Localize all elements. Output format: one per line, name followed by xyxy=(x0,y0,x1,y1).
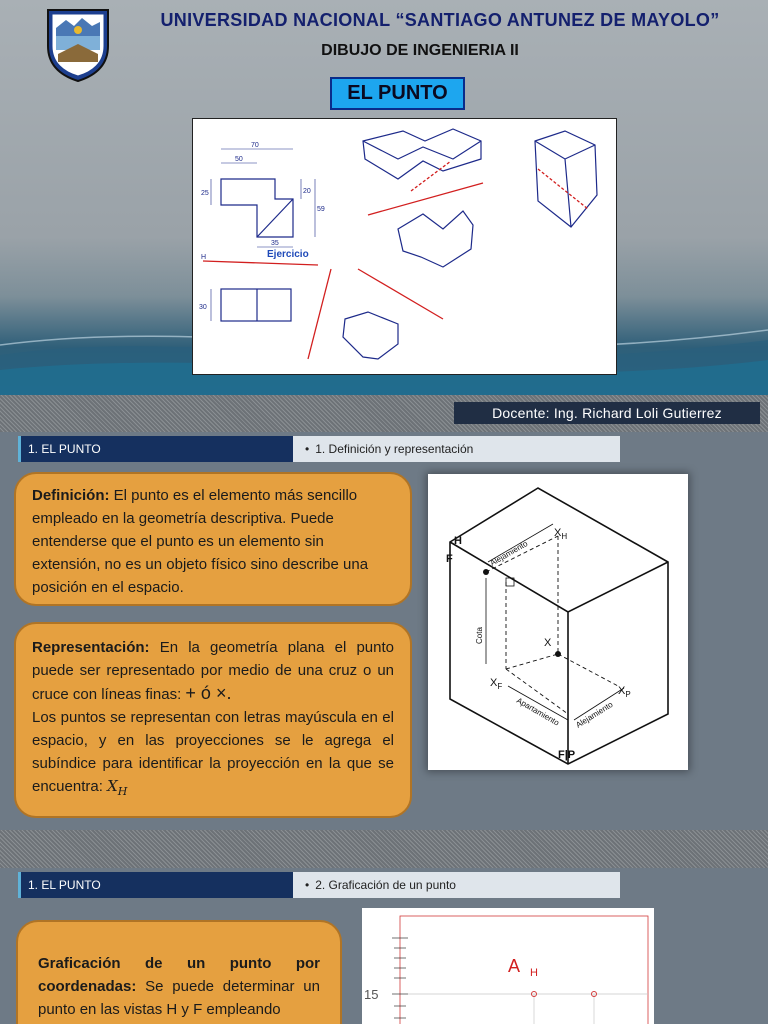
section-header xyxy=(18,436,620,462)
representation-math-sub: H xyxy=(117,785,128,798)
slide-title: EL PUNTO xyxy=(347,82,448,104)
section-subtitle: • 1. Definición y representación xyxy=(293,436,620,462)
definition-slide xyxy=(0,432,768,830)
dim-30: 30 xyxy=(199,304,207,311)
slide-title-box xyxy=(330,77,465,110)
exercise-diagram xyxy=(193,119,618,376)
graficacion-box xyxy=(16,920,342,1024)
dim-20: 20 xyxy=(303,188,311,195)
label-cota: Cota xyxy=(475,627,484,644)
label-x: X xyxy=(544,637,552,649)
section-header-2 xyxy=(18,872,620,898)
definition-box xyxy=(14,472,412,606)
point-label-a-sub: H xyxy=(530,967,538,979)
dim-59: 59 xyxy=(317,206,325,213)
representation-text-2: Los puntos se representan con letras mayúscula en el espacio, y en las proyecciones se le agrega el subíndice para identificar la proyección en la que se encuentra: xyxy=(32,709,394,795)
section-subtitle-text-2: 2. Graficación de un punto xyxy=(315,878,456,892)
section-subtitle-text: 1. Definición y representación xyxy=(315,442,474,456)
teacher-name: Docente: Ing. Richard Loli Gutierrez xyxy=(454,402,760,424)
definition-text: El punto es el elemento más sencillo empleado en la geometría descriptiva. Puede entenderse que el punto es un elemento sin extensión, no es un objeto físico sino describe una posición en el espacio. xyxy=(32,487,369,596)
graficacion-slide xyxy=(0,868,768,1024)
exercise-label: Ejercicio xyxy=(267,249,309,260)
slide-divider-2 xyxy=(0,830,768,868)
coordinate-diagram xyxy=(362,908,654,1024)
dim-50: 50 xyxy=(235,156,243,163)
label-alejamiento-top: Alejamiento xyxy=(488,539,530,568)
representation-math: X xyxy=(107,777,118,795)
point-x xyxy=(555,651,561,657)
point-corner xyxy=(483,569,489,575)
drawing-label-h: H xyxy=(201,254,207,261)
representation-text: En la geometría plana el punto puede ser representado por medio de una cruz o un cruce con líneas finas: xyxy=(32,639,394,703)
cube-diagram xyxy=(428,474,688,770)
dim-35: 35 xyxy=(271,240,279,247)
label-fp: F|P xyxy=(558,749,576,761)
section-title-2: 1. EL PUNTO xyxy=(18,872,293,898)
dim-25: 25 xyxy=(201,190,209,197)
representation-symbols: + ó ×. xyxy=(185,683,232,703)
university-logo xyxy=(44,6,112,82)
representation-title: Representación: xyxy=(32,639,150,656)
definition-title: Definición: xyxy=(32,487,110,504)
coordinate-figure xyxy=(362,908,654,1024)
label-h: H xyxy=(454,535,462,547)
graficacion-text: Se puede determinar un punto en las vistas H y F empleando xyxy=(38,978,320,1018)
course-title: DIBUJO DE INGENIERIA II xyxy=(321,42,519,59)
section-title: 1. EL PUNTO xyxy=(18,436,293,462)
graficacion-title: Graficación de un punto por coordenadas: xyxy=(38,955,320,995)
title-slide xyxy=(0,0,768,395)
label-f: F xyxy=(446,553,453,565)
axis-value-15: 15 xyxy=(364,987,379,1002)
label-xh: $X_H$ xyxy=(554,527,568,541)
cube-figure xyxy=(428,474,688,770)
label-xf: $X_F$ xyxy=(490,677,503,691)
section-subtitle-2: • 2. Graficación de un punto xyxy=(293,872,620,898)
label-alejamiento-bottom: Alejamiento xyxy=(574,699,615,730)
university-title: UNIVERSIDAD NACIONAL “SANTIAGO ANTUNEZ DE MAYOLO” xyxy=(160,10,720,30)
exercise-drawing xyxy=(192,118,617,375)
dim-70: 70 xyxy=(251,142,259,149)
label-xp: $X_P$ xyxy=(618,685,631,699)
point-label-a: A xyxy=(508,956,521,976)
representation-box xyxy=(14,622,412,818)
label-apartamiento: Apartamiento xyxy=(515,695,561,728)
